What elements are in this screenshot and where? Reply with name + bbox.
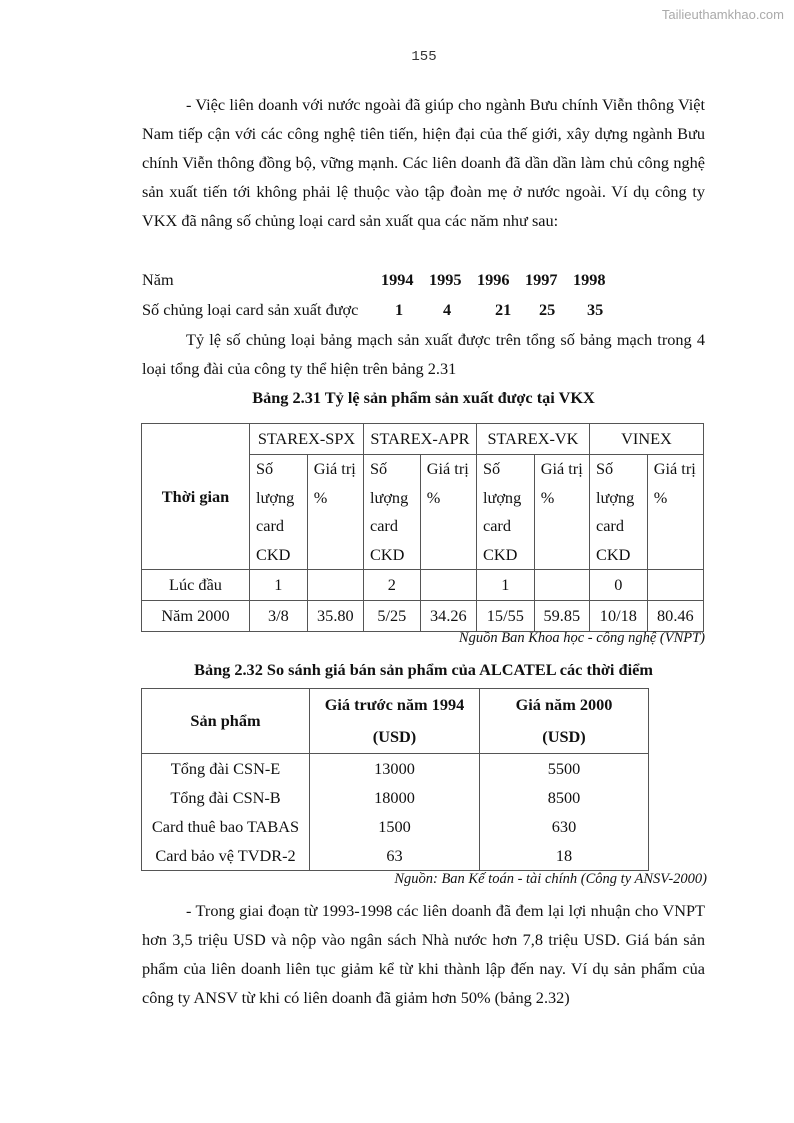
paragraph-1-text: - Việc liên doanh với nước ngoài đã giúp cho ngành Bưu chính Viễn thông Việt Nam tiếp cận với các công nghệ tiên tiến, hiện đại của thế giới, xây dựng ngành Bưu chính Viễn thông đồng bộ, vững mạnh. Các liên doanh đã dần dần làm chủ công nghệ sản xuất tiến tới không phải lệ thuộc vào tập đoàn mẹ ở nước ngoài. Ví dụ công ty VKX đã nâng số chủng loại card sản xuất qua các năm như sau: <box>142 95 705 230</box>
table-vkx-ratio <box>141 423 704 632</box>
year-label: Năm <box>142 270 174 289</box>
sub-header-qty: Số lượng card CKD <box>589 455 647 570</box>
count-value: 1 <box>395 300 404 319</box>
paragraph-2-text: Tỷ lệ số chủng loại bảng mạch sản xuất được trên tổng số bảng mạch trong 4 loại tổng đài của công ty thể hiện trên bảng 2.31 <box>142 330 705 378</box>
row-label: Năm 2000 <box>142 601 250 632</box>
sub-header-qty: Số lượng card CKD <box>476 455 534 570</box>
cell: 13000 <box>310 754 480 784</box>
cell: 8500 <box>480 783 649 812</box>
cell <box>647 570 703 601</box>
table-1-source: Nguồn Ban Khoa học - công nghệ (VNPT) <box>458 630 705 646</box>
count-values <box>395 295 603 324</box>
count-label: Số chủng loại card sản xuất được <box>142 300 359 319</box>
count-value: 4 <box>443 300 452 319</box>
table-row <box>142 783 649 812</box>
cell <box>534 570 589 601</box>
table-row <box>142 570 704 601</box>
cell: 18 <box>480 841 649 871</box>
cell: Card thuê bao TABAS <box>142 812 310 841</box>
sub-header-value: Giá trị % <box>420 455 476 570</box>
group-header: VINEX <box>589 424 703 455</box>
cell: 0 <box>589 570 647 601</box>
header-text: Giá trước năm 1994 <box>324 695 465 714</box>
table-2-caption: Bảng 2.32 So sánh giá bán sản phẩm của ALCATEL các thời điểm <box>194 660 653 679</box>
cell: 3/8 <box>250 601 308 632</box>
sub-header-qty: Số lượng card CKD <box>363 455 420 570</box>
cell: 2 <box>363 570 420 601</box>
paragraph-1 <box>142 90 705 235</box>
paragraph-2 <box>142 325 705 383</box>
sub-header-value: Giá trị % <box>307 455 363 570</box>
year-value: 1995 <box>429 270 462 289</box>
year-value: 1996 <box>477 270 510 289</box>
count-value: 21 <box>495 300 512 319</box>
row-header: Thời gian <box>142 424 250 570</box>
cell: 59.85 <box>534 601 589 632</box>
cell: 18000 <box>310 783 480 812</box>
cell: 80.46 <box>647 601 703 632</box>
sub-header-value: Giá trị % <box>647 455 703 570</box>
year-values <box>381 265 606 294</box>
watermark: Tailieuthamkhao.com <box>661 7 784 22</box>
paragraph-3 <box>142 896 705 1012</box>
header-text: Giá năm 2000 <box>515 695 613 714</box>
group-header: STAREX-SPX <box>250 424 364 455</box>
header-product: Sản phẩm <box>142 689 310 754</box>
header-unit: (USD) <box>372 727 417 746</box>
cell: 1500 <box>310 812 480 841</box>
cell: 15/55 <box>476 601 534 632</box>
cell <box>307 570 363 601</box>
table-alcatel-prices <box>141 688 649 871</box>
cell: 1 <box>476 570 534 601</box>
cell: 34.26 <box>420 601 476 632</box>
table-row <box>142 601 704 632</box>
count-value: 35 <box>587 300 604 319</box>
table-row <box>142 812 649 841</box>
page-number: 155 <box>411 49 437 65</box>
header-unit: (USD) <box>542 727 586 746</box>
paragraph-3-text: - Trong giai đoạn từ 1993-1998 các liên doanh đã đem lại lợi nhuận cho VNPT hơn 3,5 triệu USD và nộp vào ngân sách Nhà nước hơn 7,8 triệu USD. Giá bán sản phẩm của liên doanh liên tục giảm kể từ khi thành lập đến nay. Ví dụ sản phẩm của công ty ANSV từ khi có liên doanh đã giảm hơn 50% (bảng 2.32) <box>142 901 705 1007</box>
count-value: 25 <box>539 300 556 319</box>
cell: 5/25 <box>363 601 420 632</box>
group-header: STAREX-APR <box>363 424 476 455</box>
cell: Tổng đài CSN-E <box>142 754 310 784</box>
cell: Tổng đài CSN-B <box>142 783 310 812</box>
cell: 63 <box>310 841 480 871</box>
row-label: Lúc đầu <box>142 570 250 601</box>
sub-header-qty: Số lượng card CKD <box>250 455 308 570</box>
year-row <box>142 265 174 294</box>
group-header: STAREX-VK <box>476 424 589 455</box>
header-price-1994 <box>310 689 480 754</box>
table-2-source: Nguồn: Ban Kế toán - tài chính (Công ty ANSV-2000) <box>394 871 707 887</box>
cell: 35.80 <box>307 601 363 632</box>
header-price-2000 <box>480 689 649 754</box>
year-value: 1994 <box>381 270 414 289</box>
cell <box>420 570 476 601</box>
table-1-caption: Bảng 2.31 Tỷ lệ sản phẩm sản xuất được tại VKX <box>252 388 595 407</box>
cell: Card bảo vệ TVDR-2 <box>142 841 310 871</box>
sub-header-value: Giá trị % <box>534 455 589 570</box>
year-value: 1997 <box>525 270 558 289</box>
table-row <box>142 754 649 784</box>
year-value: 1998 <box>573 270 606 289</box>
cell: 630 <box>480 812 649 841</box>
table-row <box>142 841 649 871</box>
cell: 10/18 <box>589 601 647 632</box>
cell: 1 <box>250 570 308 601</box>
cell: 5500 <box>480 754 649 784</box>
